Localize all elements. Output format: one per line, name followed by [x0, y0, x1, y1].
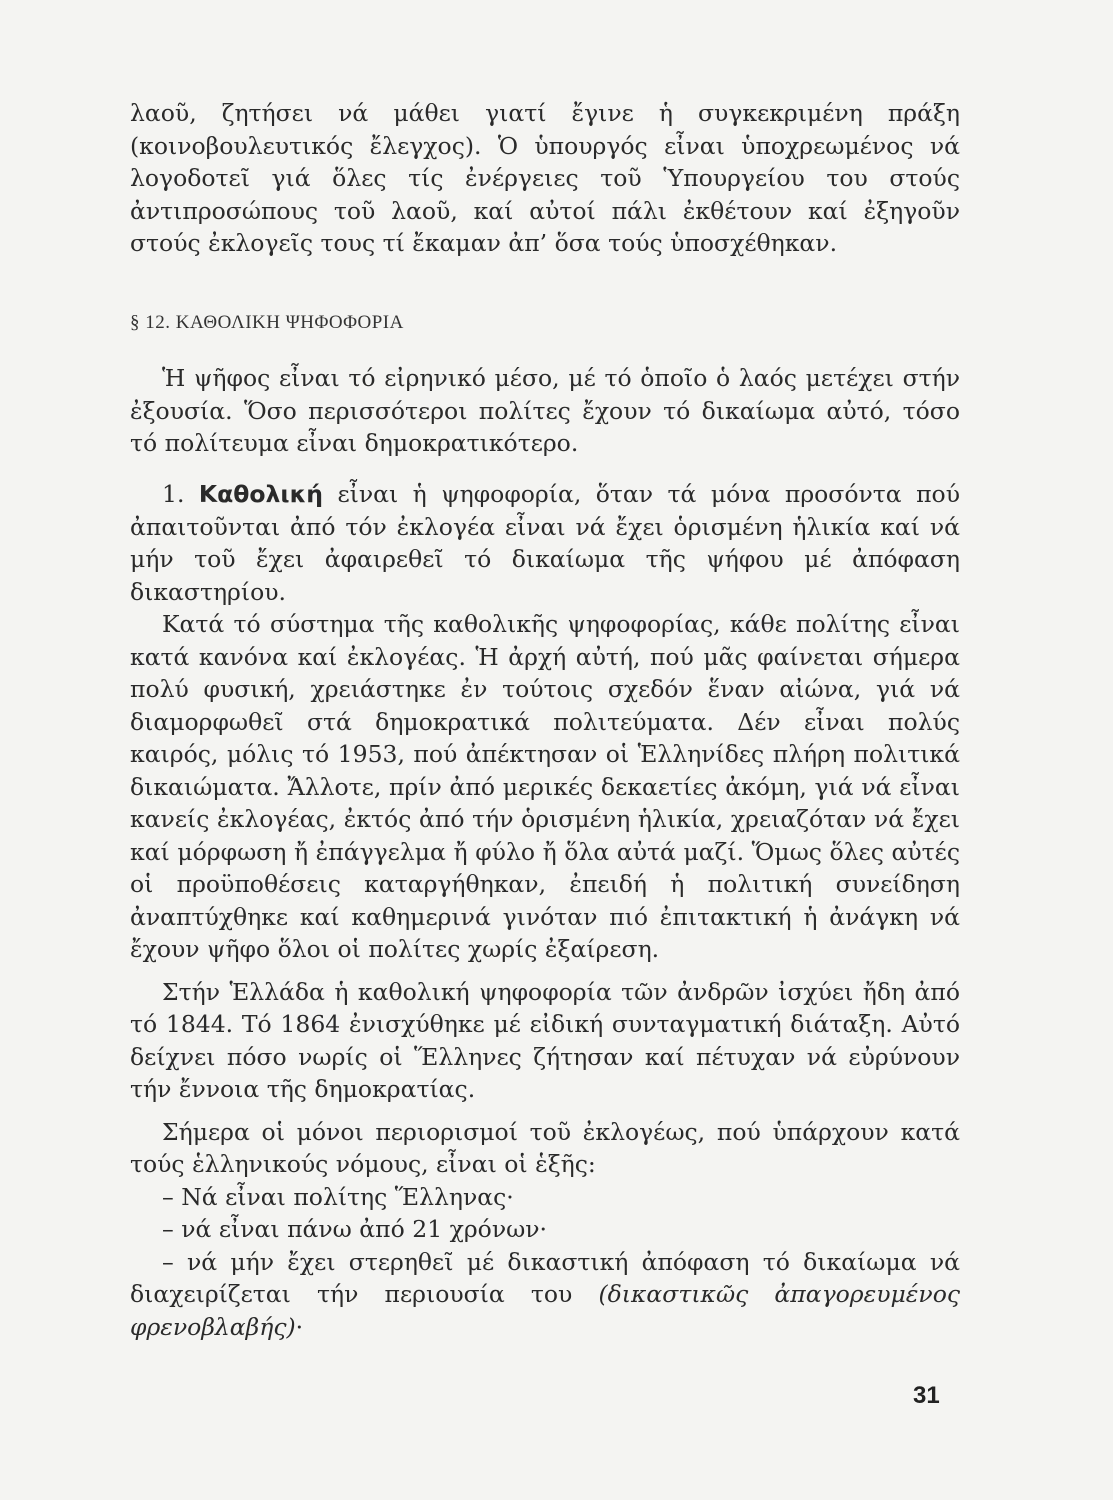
main-block: [130, 478, 960, 1343]
definition-text: εἶναι ἡ ψηφοφορία, ὅταν τά μόνα προσόντα πού ἀπαιτοῦνται ἀπό τόν ἐκλογέα εἶναι νά ἔχει ὁρισμένη ἡλικία καί νά μήν τοῦ ἔχει ἀφαιρεθεῖ τό δικαίωμα τῆς ψήφου μέ ἀπόφαση δικαστηρίου.: [130, 480, 960, 606]
intro-paragraph: λαοῦ, ζητήσει νά μάθει γιατί ἔγινε ἡ συγκεκριμένη πράξη (κοινοβουλευτικός ἔλεγχος). Ὁ ὑπουργός εἶναι ὑποχρεωμένος νά λογοδοτεῖ γιά ὅλες τίς ἐνέργειες τοῦ Ὑπουργείου του στούς ἀντιπροσώπους τοῦ λαοῦ, καί αὐτοί πάλι ἐκθέτουν καί ἐξηγοῦν στούς ἐκλογεῖς τους τί ἔκαμαν ἀπ’ ὅσα τούς ὑποσχέθηκαν.: [130, 99, 960, 257]
restriction-item: – Νά εἶναι πολίτης Ἕλληνας·: [162, 1182, 514, 1211]
restriction-text: – νά μήν ἔχει στερηθεῖ μέ δικαστική ἀπόφαση τό δικαίωμα νά διαχειρίζεται τήν περιουσία του: [130, 1247, 960, 1308]
body-paragraph: Σήμερα οἱ μόνοι περιορισμοί τοῦ ἐκλογέως, πού ὑπάρχουν κατά τούς ἑλληνικούς νόμους, εἶναι οἱ ἑξῆς:: [130, 1117, 960, 1178]
body-paragraph: Κατά τό σύστημα τῆς καθολικῆς ψηφοφορίας, κάθε πολίτης εἶναι κατά κανόνα καί ἐκλογέας. Ἡ ἀρχή αὐτή, πού μᾶς φαίνεται σήμερα πολύ φυσική, χρειάστηκε ἐν τούτοις σχεδόν ἕναν αἰώνα, γιά νά διαμορφωθεῖ στά δημοκρατικά πολιτεύματα. Δέν εἶναι πολύς καιρός, μόλις τό 1953, πού ἀπέκτησαν οἱ Ἑλληνίδες πλήρη πολιτικά δικαιώματα. Ἄλλοτε, πρίν ἀπό μερικές δεκαετίες ἀκόμη, γιά νά εἶναι κανείς ἐκλογέας, ἐκτός ἀπό τήν ὁρισμένη ἡλικία, χρειαζόταν νά ἔχει καί μόρφωση ἤ ἐπάγγελμα ἤ φύλο ἤ ὅλα αὐτά μαζί. Ὅμως ὅλες αὐτές οἱ προϋποθέσεις καταργήθηκαν, ἐπειδή ἡ πολιτική συνείδηση ἀναπτύχθηκε καί καθημερινά γινόταν πιό ἐπιτακτική ἡ ἀνάγκη νά ἔχουν ψῆφο ὅλοι οἱ πολίτες χωρίς ἐξαίρεση.: [130, 610, 960, 963]
defined-term: Καθολική: [198, 480, 323, 508]
page-number: 31: [913, 1382, 940, 1409]
point-number: 1.: [162, 480, 185, 508]
restriction-italic-note: (δικαστικῶς ἀπαγορευμένος φρενοβλαβής): [130, 1280, 960, 1341]
restriction-item: [130, 1246, 960, 1344]
intro-block: [130, 97, 960, 260]
restriction-item: – νά εἶναι πάνω ἀπό 21 χρόνων·: [162, 1215, 548, 1243]
restriction-end: ·: [295, 1312, 304, 1341]
section-heading: § 12. ΚΑΘΟΛΙΚΗ ΨΗΦΟΦΟΡΙΑ: [130, 312, 404, 333]
section-lead-paragraph: Ἡ ψῆφος εἶναι τό εἰρηνικό μέσο, μέ τό ὁποῖο ὁ λαός μετέχει στήν ἐξουσία. Ὅσο περισσότεροι πολίτες ἔχουν τό δικαίωμα αὐτό, τόσο τό πολίτευμα εἶναι δημοκρατικότερο.: [130, 364, 960, 457]
body-paragraph: Στήν Ἑλλάδα ἡ καθολική ψηφοφορία τῶν ἀνδρῶν ἰσχύει ἤδη ἀπό τό 1844. Τό 1864 ἐνισχύθηκε μέ εἰδική συνταγματική διάταξη. Αὐτό δείχνει πόσο νωρίς οἱ Ἕλληνες ζήτησαν καί πέτυχαν νά εὐρύνουν τήν ἔννοια τῆς δημοκρατίας.: [130, 977, 960, 1103]
definition-paragraph: [130, 478, 960, 608]
section-lead-block: [130, 362, 960, 460]
